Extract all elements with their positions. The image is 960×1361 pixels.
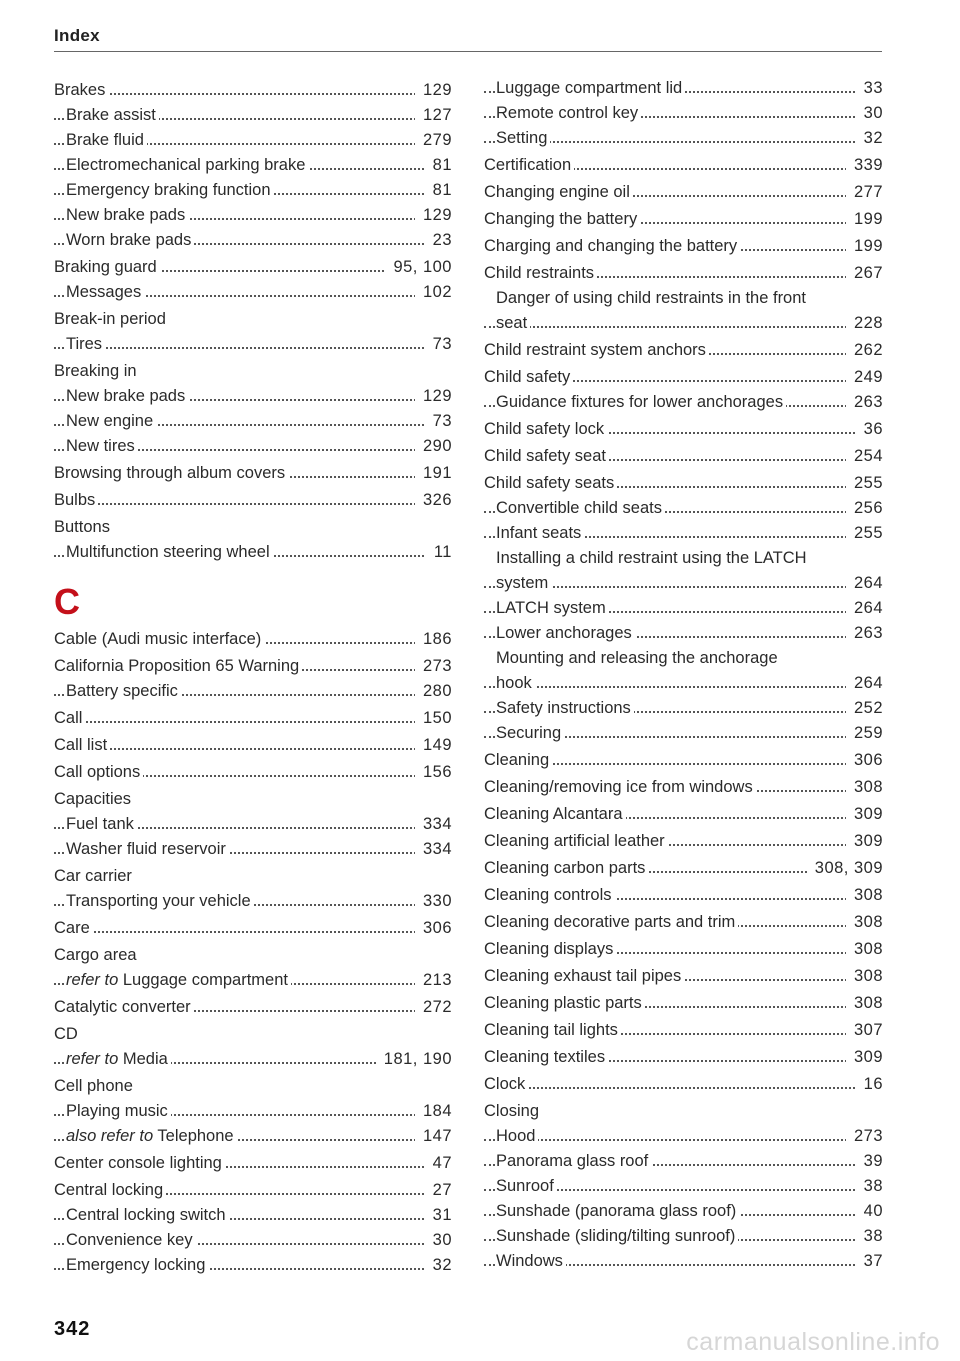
index-entry — [484, 748, 883, 773]
entry-page-ref: 32 — [856, 126, 883, 151]
index-entry — [484, 1099, 883, 1124]
cross-reference-target: Media — [122, 1050, 168, 1068]
entry-page-ref: 326 — [415, 488, 452, 513]
index-entry — [54, 943, 452, 968]
index-subentry — [484, 1199, 883, 1224]
entry-page-ref: 306 — [415, 916, 452, 941]
entry-page-ref: 150 — [415, 706, 452, 731]
entry-label: LATCH system — [496, 599, 609, 617]
entry-label: Worn brake pads — [66, 231, 194, 249]
entry-label: Browsing through album covers — [54, 464, 288, 482]
entry-page-ref: 127 — [415, 103, 452, 128]
entry-page-ref: 309 — [846, 829, 883, 854]
entry-label: Securing — [496, 724, 564, 742]
entry-page-ref: 249 — [846, 365, 883, 390]
index-entry — [54, 733, 452, 758]
entry-page-ref: 38 — [856, 1174, 883, 1199]
index-entry — [54, 461, 452, 486]
entry-page-ref: 290 — [415, 434, 452, 459]
entry-page-ref: 308 — [846, 883, 883, 908]
entry-page-ref: 47 — [425, 1151, 452, 1176]
entry-page-ref: 32 — [425, 1253, 452, 1278]
page-header-title: Index — [54, 26, 100, 45]
index-column-right — [484, 76, 883, 1274]
entry-page-ref: 213 — [415, 968, 452, 993]
entry-label: Break-in period — [54, 310, 169, 328]
index-subentry — [54, 103, 452, 128]
entry-label: Convenience key — [66, 1231, 196, 1249]
entry-page-ref: 262 — [846, 338, 883, 363]
entry-page-ref: 334 — [415, 837, 452, 862]
entry-label: Playing music — [66, 1102, 171, 1120]
header-divider — [54, 51, 882, 52]
entry-page-ref: 273 — [415, 654, 452, 679]
entry-label: Central locking — [54, 1181, 166, 1199]
entry-page-ref: 199 — [846, 234, 883, 259]
entry-page-ref: 306 — [846, 748, 883, 773]
entry-page-ref: 36 — [856, 417, 883, 442]
entry-label: Guidance fixtures for lower anchorages — [496, 393, 786, 411]
index-entry — [54, 359, 452, 384]
entry-page-ref: 309 — [846, 802, 883, 827]
entry-page-ref: 37 — [856, 1249, 883, 1274]
entry-page-ref: 309 — [846, 1045, 883, 1070]
entry-page-ref: 31 — [425, 1203, 452, 1228]
cross-reference-target: Luggage compartment — [122, 971, 288, 989]
entry-page-ref: 102 — [415, 280, 452, 305]
entry-label: Brake fluid — [66, 131, 147, 149]
entry-label: Closing — [484, 1102, 542, 1120]
entry-page-ref: 330 — [415, 889, 452, 914]
entry-label: Child restraints — [484, 264, 597, 282]
index-subentry — [484, 521, 883, 546]
entry-page-ref: 264 — [846, 671, 883, 696]
entry-page-ref: 16 — [856, 1072, 883, 1097]
entry-label: Cell phone — [54, 1077, 136, 1095]
entry-page-ref: 339 — [846, 153, 883, 178]
index-entry — [54, 760, 452, 785]
entry-label: Safety instructions — [496, 699, 634, 717]
entry-label: Danger of using child restraints in the front — [496, 289, 809, 307]
entry-page-ref: 129 — [415, 203, 452, 228]
index-entry — [484, 856, 883, 881]
index-subentry — [54, 409, 452, 434]
index-subentry — [54, 228, 452, 253]
index-entry — [484, 471, 883, 496]
entry-label: Bulbs — [54, 491, 98, 509]
index-subentry — [484, 496, 883, 521]
entry-label: Changing the battery — [484, 210, 640, 228]
entry-page-ref: 264 — [846, 596, 883, 621]
entry-label: Changing engine oil — [484, 183, 633, 201]
index-subentry — [484, 390, 883, 415]
cross-reference-prefix: refer to — [66, 1050, 119, 1068]
index-subentry — [54, 203, 452, 228]
entry-page-ref: 255 — [846, 521, 883, 546]
entry-label: Luggage compartment lid — [496, 79, 685, 97]
entry-label: Tires — [66, 335, 105, 353]
entry-label: Fuel tank — [66, 815, 137, 833]
entry-label: Center console lighting — [54, 1154, 225, 1172]
entry-page-ref: 308 — [846, 964, 883, 989]
entry-label: Charging and changing the battery — [484, 237, 740, 255]
index-subentry — [484, 1174, 883, 1199]
index-entry-continuation — [484, 311, 883, 336]
index-entry — [54, 78, 452, 103]
index-entry — [54, 488, 452, 513]
entry-page-ref: 254 — [846, 444, 883, 469]
entry-page-ref: 252 — [846, 696, 883, 721]
index-entry — [484, 1018, 883, 1043]
entry-label: Cleaning textiles — [484, 1048, 608, 1066]
entry-label: Call — [54, 709, 85, 727]
index-entry — [54, 706, 452, 731]
index-entry — [484, 207, 883, 232]
index-subentry — [484, 1149, 883, 1174]
index-subentry — [54, 153, 452, 178]
entry-label: Catalytic converter — [54, 998, 194, 1016]
index-entry — [484, 417, 883, 442]
index-entry — [54, 864, 452, 889]
entry-page-ref: 181, 190 — [376, 1047, 452, 1072]
index-subentry — [484, 126, 883, 151]
entry-label: Certification — [484, 156, 574, 174]
entry-page-ref: 27 — [425, 1178, 452, 1203]
entry-page-ref: 39 — [856, 1149, 883, 1174]
entry-page-ref: 259 — [846, 721, 883, 746]
entry-page-ref: 38 — [856, 1224, 883, 1249]
index-subentry — [484, 1224, 883, 1249]
entry-label: Cleaning decorative parts and trim — [484, 913, 738, 931]
entry-label: Convertible child seats — [496, 499, 665, 517]
entry-label: Lower anchorages — [496, 624, 635, 642]
entry-label: hook — [496, 674, 535, 692]
index-subentry — [484, 721, 883, 746]
entry-page-ref: 273 — [846, 1124, 883, 1149]
entry-page-ref: 184 — [415, 1099, 452, 1124]
index-subentry — [54, 280, 452, 305]
entry-label: Cleaning displays — [484, 940, 616, 958]
entry-label: Windows — [496, 1252, 566, 1270]
index-subentry — [54, 434, 452, 459]
entry-page-ref: 256 — [846, 496, 883, 521]
entry-label: Brakes — [54, 81, 108, 99]
entry-label: Battery specific — [66, 682, 181, 700]
entry-label: Child safety seat — [484, 447, 609, 465]
index-entry — [484, 1045, 883, 1070]
entry-label: Cargo area — [54, 946, 140, 964]
cross-reference-prefix: also refer to — [66, 1127, 154, 1145]
entry-label: Multifunction steering wheel — [66, 543, 273, 561]
index-subentry — [54, 384, 452, 409]
entry-page-ref: 334 — [415, 812, 452, 837]
entry-label: Capacities — [54, 790, 134, 808]
index-subentry — [54, 540, 452, 565]
entry-page-ref: 81 — [425, 153, 452, 178]
entry-label: Cleaning exhaust tail pipes — [484, 967, 684, 985]
entry-page-ref: 23 — [425, 228, 452, 253]
index-subentry — [54, 812, 452, 837]
index-entry — [484, 338, 883, 363]
entry-label: Child safety seats — [484, 474, 617, 492]
index-entry — [54, 1022, 452, 1047]
entry-label: Car carrier — [54, 867, 135, 885]
entry-label: Cleaning controls — [484, 886, 615, 904]
entry-page-ref: 228 — [846, 311, 883, 336]
entry-label: Messages — [66, 283, 144, 301]
index-subentry — [54, 1253, 452, 1278]
entry-label: seat — [496, 314, 530, 332]
entry-page-ref: 308 — [846, 775, 883, 800]
entry-label: Mounting and releasing the anchorage — [496, 649, 781, 667]
index-entry — [484, 910, 883, 935]
entry-label: Call list — [54, 736, 110, 754]
entry-label: Call options — [54, 763, 143, 781]
index-subentry — [54, 968, 452, 993]
entry-page-ref: 147 — [415, 1124, 452, 1149]
index-subentry — [484, 1249, 883, 1274]
index-entry — [484, 937, 883, 962]
index-subentry — [54, 679, 452, 704]
entry-page-ref: 30 — [425, 1228, 452, 1253]
index-subentry — [484, 621, 883, 646]
entry-label: Washer fluid reservoir — [66, 840, 229, 858]
entry-label: Child safety lock — [484, 420, 607, 438]
entry-page-ref: 40 — [856, 1199, 883, 1224]
entry-label — [66, 1050, 171, 1068]
index-subentry — [54, 837, 452, 862]
index-entry — [54, 995, 452, 1020]
index-entry — [484, 234, 883, 259]
entry-page-ref: 308 — [846, 937, 883, 962]
entry-label: Transporting your vehicle — [66, 892, 254, 910]
index-entry — [484, 883, 883, 908]
index-subentry — [54, 332, 452, 357]
index-subentry — [54, 128, 452, 153]
entry-page-ref: 263 — [846, 621, 883, 646]
entry-label: Brake assist — [66, 106, 159, 124]
entry-label: Panorama glass roof — [496, 1152, 651, 1170]
index-subentry — [484, 596, 883, 621]
entry-page-ref: 11 — [426, 540, 452, 565]
entry-page-ref: 272 — [415, 995, 452, 1020]
entry-label: Cleaning — [484, 751, 552, 769]
entry-page-ref: 308, 309 — [807, 856, 883, 881]
entry-label: Care — [54, 919, 93, 937]
index-entry — [484, 991, 883, 1016]
entry-label: Child restraint system anchors — [484, 341, 709, 359]
index-entry — [54, 1151, 452, 1176]
index-entry — [54, 515, 452, 540]
index-subentry — [484, 646, 883, 671]
entry-label: California Proposition 65 Warning — [54, 657, 302, 675]
entry-label: Sunshade (panorama glass roof) — [496, 1202, 739, 1220]
entry-page-ref: 279 — [415, 128, 452, 153]
index-entry — [484, 829, 883, 854]
entry-label: Braking guard — [54, 258, 160, 276]
index-subentry — [54, 1203, 452, 1228]
index-subentry — [54, 178, 452, 203]
index-entry — [484, 444, 883, 469]
index-entry — [54, 1074, 452, 1099]
entry-page-ref: 199 — [846, 207, 883, 232]
index-entry — [54, 1178, 452, 1203]
entry-label: New tires — [66, 437, 138, 455]
entry-label: Cleaning Alcantara — [484, 805, 626, 823]
cross-reference-target: Telephone — [157, 1127, 234, 1145]
entry-label: Hood — [496, 1127, 538, 1145]
index-subentry — [484, 546, 883, 571]
entry-label: CD — [54, 1025, 81, 1043]
entry-page-ref: 267 — [846, 261, 883, 286]
entry-label: Breaking in — [54, 362, 140, 380]
entry-label: Cleaning/removing ice from windows — [484, 778, 756, 796]
entry-label: Cleaning tail lights — [484, 1021, 621, 1039]
index-entry — [484, 802, 883, 827]
index-subentry — [484, 696, 883, 721]
entry-page-ref: 307 — [846, 1018, 883, 1043]
entry-label: New brake pads — [66, 206, 188, 224]
entry-label: Infant seats — [496, 524, 584, 542]
index-entry — [484, 180, 883, 205]
index-entry — [54, 916, 452, 941]
entry-page-ref: 255 — [846, 471, 883, 496]
index-entry — [484, 964, 883, 989]
index-subentry — [54, 1047, 452, 1072]
entry-page-ref: 191 — [415, 461, 452, 486]
entry-label — [66, 1127, 237, 1145]
entry-page-ref: 308 — [846, 991, 883, 1016]
index-subentry — [484, 101, 883, 126]
index-entry — [484, 775, 883, 800]
entry-label: Emergency locking — [66, 1256, 208, 1274]
entry-label — [66, 971, 291, 989]
entry-page-ref: 263 — [846, 390, 883, 415]
entry-label: New brake pads — [66, 387, 188, 405]
entry-page-ref: 280 — [415, 679, 452, 704]
page-number: 342 — [54, 1318, 91, 1340]
entry-label: Installing a child restraint using the LATCH — [496, 549, 810, 567]
index-entry — [54, 307, 452, 332]
entry-page-ref: 30 — [856, 101, 883, 126]
entry-label: Cable (Audi music interface) — [54, 630, 264, 648]
index-subentry — [54, 1099, 452, 1124]
entry-page-ref: 33 — [856, 76, 883, 101]
entry-label: Sunshade (sliding/tilting sunroof) — [496, 1227, 738, 1245]
index-subentry — [54, 1124, 452, 1149]
index-subentry — [54, 889, 452, 914]
entry-label: Child safety — [484, 368, 573, 386]
entry-label: Emergency braking function — [66, 181, 274, 199]
entry-label: Electromechanical parking brake — [66, 156, 308, 174]
entry-label: Clock — [484, 1075, 528, 1093]
entry-page-ref: 129 — [415, 78, 452, 103]
entry-page-ref: 277 — [846, 180, 883, 205]
entry-page-ref: 81 — [425, 178, 452, 203]
entry-page-ref: 149 — [415, 733, 452, 758]
index-subentry — [54, 1228, 452, 1253]
index-entry — [54, 654, 452, 679]
entry-label: Cleaning artificial leather — [484, 832, 668, 850]
entry-label: Cleaning plastic parts — [484, 994, 645, 1012]
entry-label: Setting — [496, 129, 550, 147]
entry-label: system — [496, 574, 551, 592]
watermark: carmanualsonline.info — [686, 1328, 940, 1356]
entry-page-ref: 156 — [415, 760, 452, 785]
entry-label: Buttons — [54, 518, 113, 536]
index-entry — [484, 153, 883, 178]
index-entry-continuation — [484, 671, 883, 696]
entry-page-ref: 308 — [846, 910, 883, 935]
section-letter-heading: C — [54, 581, 80, 622]
entry-page-ref: 129 — [415, 384, 452, 409]
index-entry — [484, 1072, 883, 1097]
index-entry-continuation — [484, 571, 883, 596]
cross-reference-prefix: refer to — [66, 971, 119, 989]
index-subentry — [484, 286, 883, 311]
entry-page-ref: 73 — [425, 409, 452, 434]
index-entry — [484, 261, 883, 286]
entry-label: Remote control key — [496, 104, 641, 122]
index-entry — [54, 255, 452, 280]
entry-label: Cleaning carbon parts — [484, 859, 648, 877]
index-subentry — [484, 76, 883, 101]
index-entry — [484, 365, 883, 390]
index-subentry — [484, 1124, 883, 1149]
entry-page-ref: 264 — [846, 571, 883, 596]
index-entry — [54, 787, 452, 812]
index-entry — [54, 627, 452, 652]
index-column-left — [54, 76, 452, 1278]
entry-label: New engine — [66, 412, 156, 430]
entry-label: Sunroof — [496, 1177, 557, 1195]
entry-page-ref: 95, 100 — [385, 255, 452, 280]
entry-page-ref: 73 — [425, 332, 452, 357]
entry-label: Central locking switch — [66, 1206, 229, 1224]
entry-page-ref: 186 — [415, 627, 452, 652]
